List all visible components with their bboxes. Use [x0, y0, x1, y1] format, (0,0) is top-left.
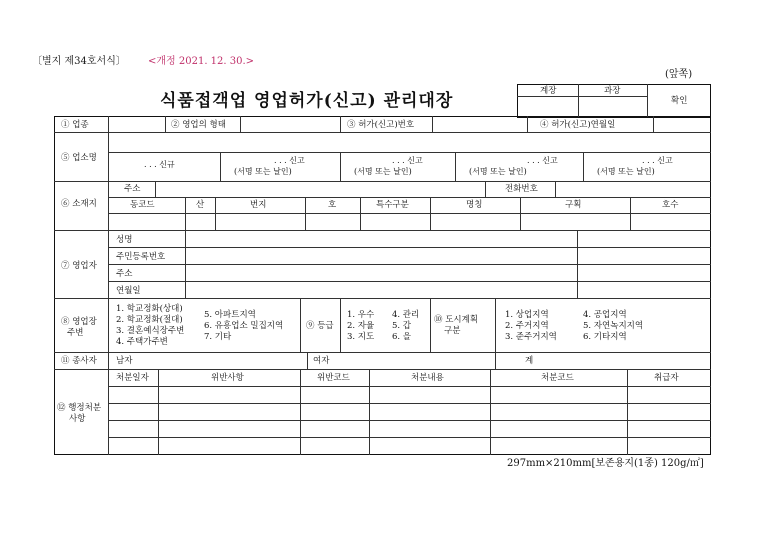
sign-2: (서명 또는 날인)	[354, 167, 412, 176]
zone-item: 4. 주택가주변	[116, 337, 168, 347]
col-ho: 호	[328, 200, 337, 210]
permit-date-label: ④ 허가(신고)연월일	[540, 120, 616, 130]
report-date-2: . . . 신고	[392, 156, 423, 165]
operator-name: 성명	[116, 235, 133, 245]
admin-label-2: 사항	[69, 414, 86, 424]
staff-total: 계	[525, 356, 534, 366]
surroundings-label-2: 주변	[67, 328, 84, 338]
surroundings-label-1: ⑧ 영업장	[61, 317, 97, 327]
grade-item: 2. 자율	[347, 321, 375, 331]
front-side-label: (앞쪽)	[665, 69, 693, 80]
col-dong-code: 동코드	[130, 200, 155, 210]
zone-item: 6. 유흥업소 밀집지역	[204, 321, 284, 331]
staff-male: 남자	[116, 356, 133, 366]
col-san: 산	[196, 200, 205, 210]
form-number: 〔별지 제34호서식〕	[32, 56, 126, 67]
grade-item: 6. 을	[392, 332, 412, 342]
zone-item: 3. 결혼예식장주변	[116, 326, 185, 336]
col-disposition-code: 처분코드	[541, 373, 574, 383]
zone-item: 1. 학교정화(상대)	[116, 304, 183, 314]
business-name-label: ⑤ 업소명	[61, 153, 97, 163]
permit-number-label: ③ 허가(신고)번호	[347, 120, 415, 130]
col-special: 특수구분	[376, 200, 409, 210]
zone-item: 5. 아파트지역	[204, 310, 256, 320]
urban-plan-label-2: 구분	[444, 326, 461, 336]
col-handler: 취급자	[654, 373, 679, 383]
col-violation: 위반사항	[211, 373, 244, 383]
col-bunji: 번지	[250, 200, 267, 210]
approval-manager: 과장	[604, 86, 621, 96]
col-violation-code: 위반코드	[317, 373, 350, 383]
col-disposition-date: 처분일자	[116, 373, 149, 383]
urban-zone-item: 3. 준주거지역	[505, 332, 557, 342]
operator-address: 주소	[116, 269, 133, 279]
urban-zone-item: 4. 공업지역	[583, 310, 627, 320]
business-type-label: ① 업종	[61, 120, 89, 130]
address-label: 주소	[124, 184, 141, 194]
urban-zone-item: 1. 상업지역	[505, 310, 549, 320]
grade-item: 4. 관리	[392, 310, 420, 320]
sign-1: (서명 또는 날인)	[234, 167, 292, 176]
paper-spec: 297mm×210mm[보존용지(1종) 120g/㎡]	[507, 458, 704, 469]
location-label: ⑥ 소재지	[61, 199, 97, 209]
zone-item: 7. 기타	[204, 332, 232, 342]
approval-chief: 계장	[540, 86, 557, 96]
sign-3: (서명 또는 날인)	[469, 167, 527, 176]
grade-item: 3. 지도	[347, 332, 375, 342]
urban-zone-item: 6. 기타지역	[583, 332, 627, 342]
grade-item: 1. 우수	[347, 310, 375, 320]
urban-zone-item: 5. 자연녹지지역	[583, 321, 644, 331]
staff-female: 여자	[313, 356, 330, 366]
operator-label: ⑦ 영업자	[61, 261, 97, 271]
report-date-1: . . . 신고	[274, 156, 305, 165]
operator-id-no: 주민등록번호	[116, 252, 166, 262]
revision-note: <개정 2021. 12. 30.>	[148, 56, 255, 67]
grade-label: ⑨ 등급	[306, 321, 334, 331]
sign-4: (서명 또는 날인)	[597, 167, 655, 176]
col-disposition: 처분내용	[411, 373, 444, 383]
col-room: 호수	[662, 200, 679, 210]
approval-confirm: 확인	[671, 96, 688, 106]
business-form-label: ② 영업의 형태	[171, 120, 226, 130]
phone-label: 전화번호	[505, 184, 538, 194]
operator-birth: 연월일	[116, 286, 141, 296]
col-name: 명칭	[466, 200, 483, 210]
new-date: . . . 신규	[144, 160, 175, 169]
report-date-3: . . . 신고	[527, 156, 558, 165]
grade-item: 5. 갑	[392, 321, 412, 331]
report-date-4: . . . 신고	[642, 156, 673, 165]
form-title: 식품접객업 영업허가(신고) 관리대장	[160, 91, 454, 111]
col-section: 구획	[565, 200, 582, 210]
staff-label: ⑪ 종사자	[61, 356, 97, 366]
urban-zone-item: 2. 주거지역	[505, 321, 549, 331]
urban-plan-label-1: ⑩ 도시계획	[434, 315, 479, 325]
zone-item: 2. 학교정화(절대)	[116, 315, 183, 325]
admin-label-1: ⑫ 행정처분	[57, 403, 102, 413]
